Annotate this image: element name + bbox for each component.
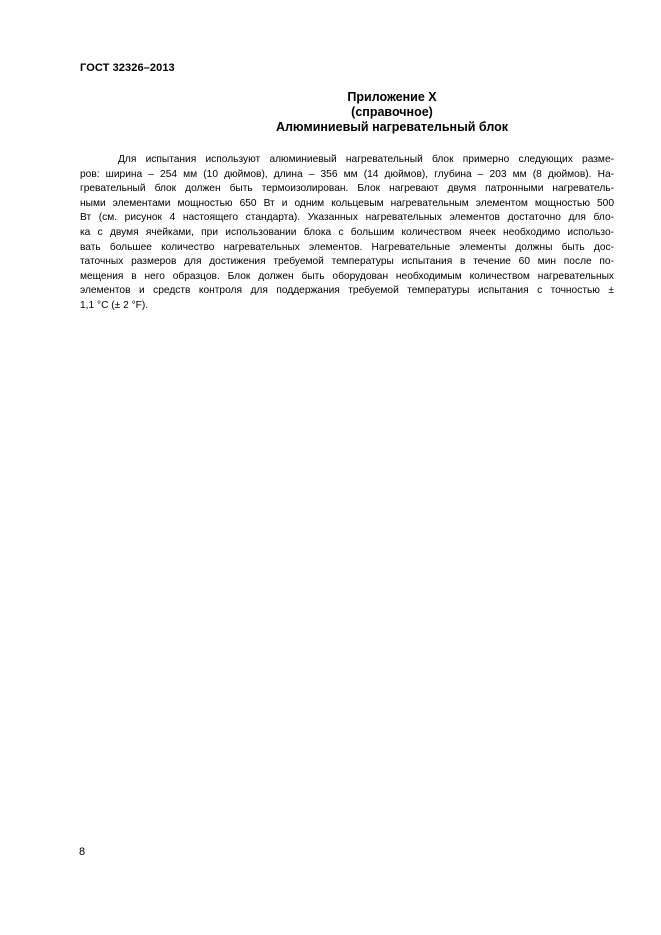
paragraph-line: вать большее количество нагревательных элементов. Нагревательные элементы должны быть дос- bbox=[80, 241, 614, 253]
paragraph-line: таточных размеров для достижения требуемой температуры испытания в течение 60 мин после по- bbox=[80, 256, 614, 268]
paragraph-line: 1,1 °С (± 2 °F). bbox=[80, 299, 149, 311]
standard-code: ГОСТ 32326–2013 bbox=[80, 62, 175, 74]
paragraph-line: Вт (см. рисунок 4 настоящего стандарта). Указанных нагревательных элементов достаточно для бло- bbox=[80, 212, 614, 224]
paragraph-line: ров: ширина – 254 мм (10 дюймов), длина – 356 мм (14 дюймов), глубина – 203 мм (8 дюймов). На- bbox=[80, 168, 614, 180]
paragraph-line: гревательный блок должен быть термоизолирован. Блок нагревают двумя патронными нагреватель- bbox=[80, 183, 614, 195]
page-number: 8 bbox=[79, 846, 86, 858]
paragraph-line: мещения в него образцов. Блок должен быть оборудован необходимым количеством нагревательных bbox=[80, 270, 614, 282]
paragraph-line: ными элементами мощностью 650 Вт и одним кольцевым нагревательным элементом мощностью 500 bbox=[80, 197, 614, 209]
appendix-paragraph bbox=[80, 153, 614, 314]
paragraph-line: ка с двумя ячейками, при использовании блока с большим количеством ячеек необходимо использо- bbox=[80, 226, 614, 238]
appendix-subject: Алюминиевый нагревательный блок bbox=[275, 120, 509, 134]
appendix-heading bbox=[228, 90, 556, 135]
appendix-status: (справочное) bbox=[351, 105, 433, 119]
paragraph-line: Для испытания используют алюминиевый нагревательный блок примерно следующих разме- bbox=[118, 154, 614, 165]
appendix-title: Приложение X bbox=[347, 90, 437, 104]
paragraph-line: элементов и средств контроля для поддержания требуемой температуры испытания с точностью ± bbox=[80, 285, 614, 297]
